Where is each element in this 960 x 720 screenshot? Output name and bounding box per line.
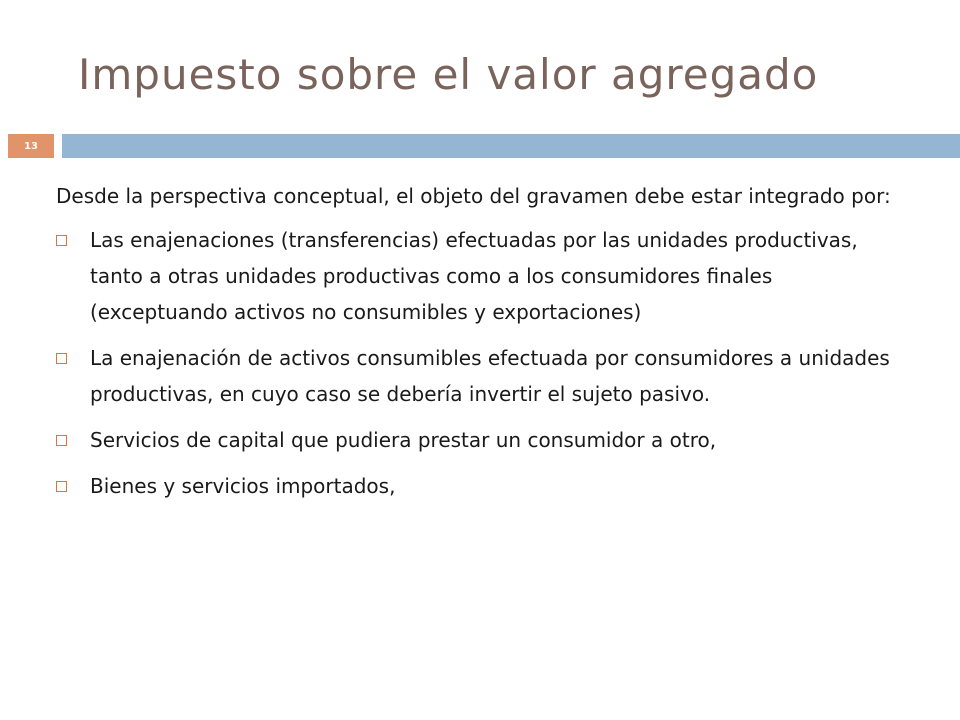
slide-number-badge: 13 [8, 134, 54, 158]
hollow-square-icon [56, 235, 67, 246]
bullet-item [56, 340, 906, 412]
hollow-square-icon [56, 435, 67, 446]
bullet-text: Bienes y servicios importados, [90, 474, 396, 498]
hollow-square-icon [56, 481, 67, 492]
bullet-text: La enajenación de activos consumibles efectuada por consumidores a unidades productivas, en cuyo caso se debería invertir el sujeto pasivo. [90, 346, 890, 406]
bullet-text: Servicios de capital que pudiera prestar un consumidor a otro, [90, 428, 717, 452]
slide-content [56, 178, 906, 514]
bullet-item [56, 468, 906, 504]
bullet-item [56, 222, 906, 330]
bullet-list [56, 222, 906, 504]
hollow-square-icon [56, 353, 67, 364]
slide-title: Impuesto sobre el valor agregado [78, 50, 819, 99]
bullet-item [56, 422, 906, 458]
bullet-text: Las enajenaciones (transferencias) efectuadas por las unidades productivas, tanto a otras unidades productivas como a los consumidores finales (exceptuando activos no consumibles y exportaciones) [90, 228, 858, 324]
header-bar [62, 134, 960, 158]
intro-text: Desde la perspectiva conceptual, el objeto del gravamen debe estar integrado por: [56, 184, 891, 208]
